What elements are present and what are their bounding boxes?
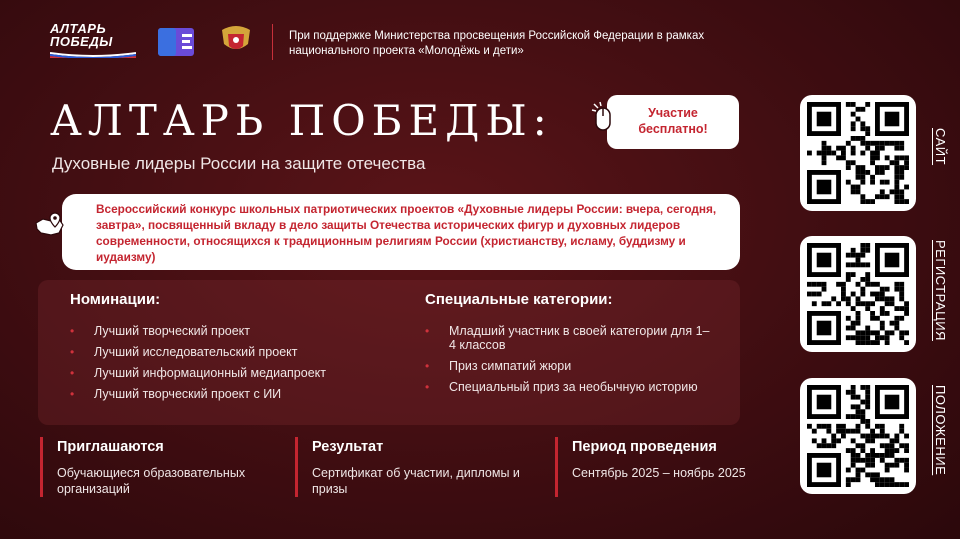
nominations-list xyxy=(70,324,400,408)
description-text: Всероссийский конкурс школьных патриотических проектов «Духовные лидеры России: вчера, сегодня, завтра», посвященный вкладу в дело защиты Отечества исторических фигур и духовных лидеров современности, относящихся к традиционным религиям России (христианству, исламу, буддизму и иудаизму) xyxy=(96,202,717,264)
qr-code-site[interactable] xyxy=(800,95,916,211)
regulations-link[interactable]: ПОЛОЖЕНИЕ xyxy=(933,385,948,476)
period-title: Период проведения xyxy=(572,439,717,455)
list-item: • Специальный приз за необычную историю xyxy=(425,380,715,394)
list-item: • Младший участник в своей категории для 1–4 классов xyxy=(425,324,715,352)
qr-code-icon xyxy=(807,102,909,204)
result-title: Результат xyxy=(312,439,384,455)
special-categories-list xyxy=(425,324,715,401)
registration-link[interactable]: РЕГИСТРАЦИЯ xyxy=(933,240,948,341)
page-title: АЛТАРЬ ПОБЕДЫ: xyxy=(50,96,553,145)
list-item: • Лучший творческий проект xyxy=(70,324,400,338)
page-subtitle: Духовные лидеры России на защите отечества xyxy=(52,154,426,173)
support-text: При поддержке Министерства просвещения Российской Федерации в рамках национального проекта «Молодёжь и дети» xyxy=(289,30,705,57)
list-item: • Лучший исследовательский проект xyxy=(70,345,400,359)
header-divider xyxy=(272,24,273,60)
invited-text: Обучающиеся образовательных организаций xyxy=(57,466,246,496)
qr-code-icon xyxy=(807,243,909,345)
free-badge-text: Участие бесплатно! xyxy=(638,106,708,136)
site-link[interactable]: САЙТ xyxy=(933,128,948,166)
period-block xyxy=(555,437,795,497)
result-block xyxy=(295,437,545,497)
ministry-emblem-icon xyxy=(216,24,256,60)
invited-block xyxy=(40,437,290,497)
flag-swoosh-icon xyxy=(50,52,136,58)
result-text: Сертификат об участии, дипломы и призы xyxy=(312,466,520,496)
nominations-title: Номинации: xyxy=(70,291,161,308)
altar-pobedy-logo xyxy=(50,22,140,62)
description-box xyxy=(62,194,740,270)
special-categories-title: Специальные категории: xyxy=(425,291,613,308)
list-item: • Приз симпатий жюри xyxy=(425,359,715,373)
list-item: • Лучший информационный медиапроект xyxy=(70,366,400,380)
period-text: Сентябрь 2025 – ноябрь 2025 xyxy=(572,466,746,480)
qr-code-icon xyxy=(807,385,909,487)
qr-code-regulations[interactable] xyxy=(800,378,916,494)
list-item: • Лучший творческий проект с ИИ xyxy=(70,387,400,401)
map-pin-icon xyxy=(33,211,67,241)
national-project-logo xyxy=(156,24,196,58)
qr-code-registration[interactable] xyxy=(800,236,916,352)
free-participation-badge xyxy=(607,95,739,149)
mouse-cursor-icon xyxy=(590,100,618,136)
logo-text: АЛТАРЬ ПОБЕДЫ xyxy=(50,21,113,49)
invited-title: Приглашаются xyxy=(57,439,164,455)
